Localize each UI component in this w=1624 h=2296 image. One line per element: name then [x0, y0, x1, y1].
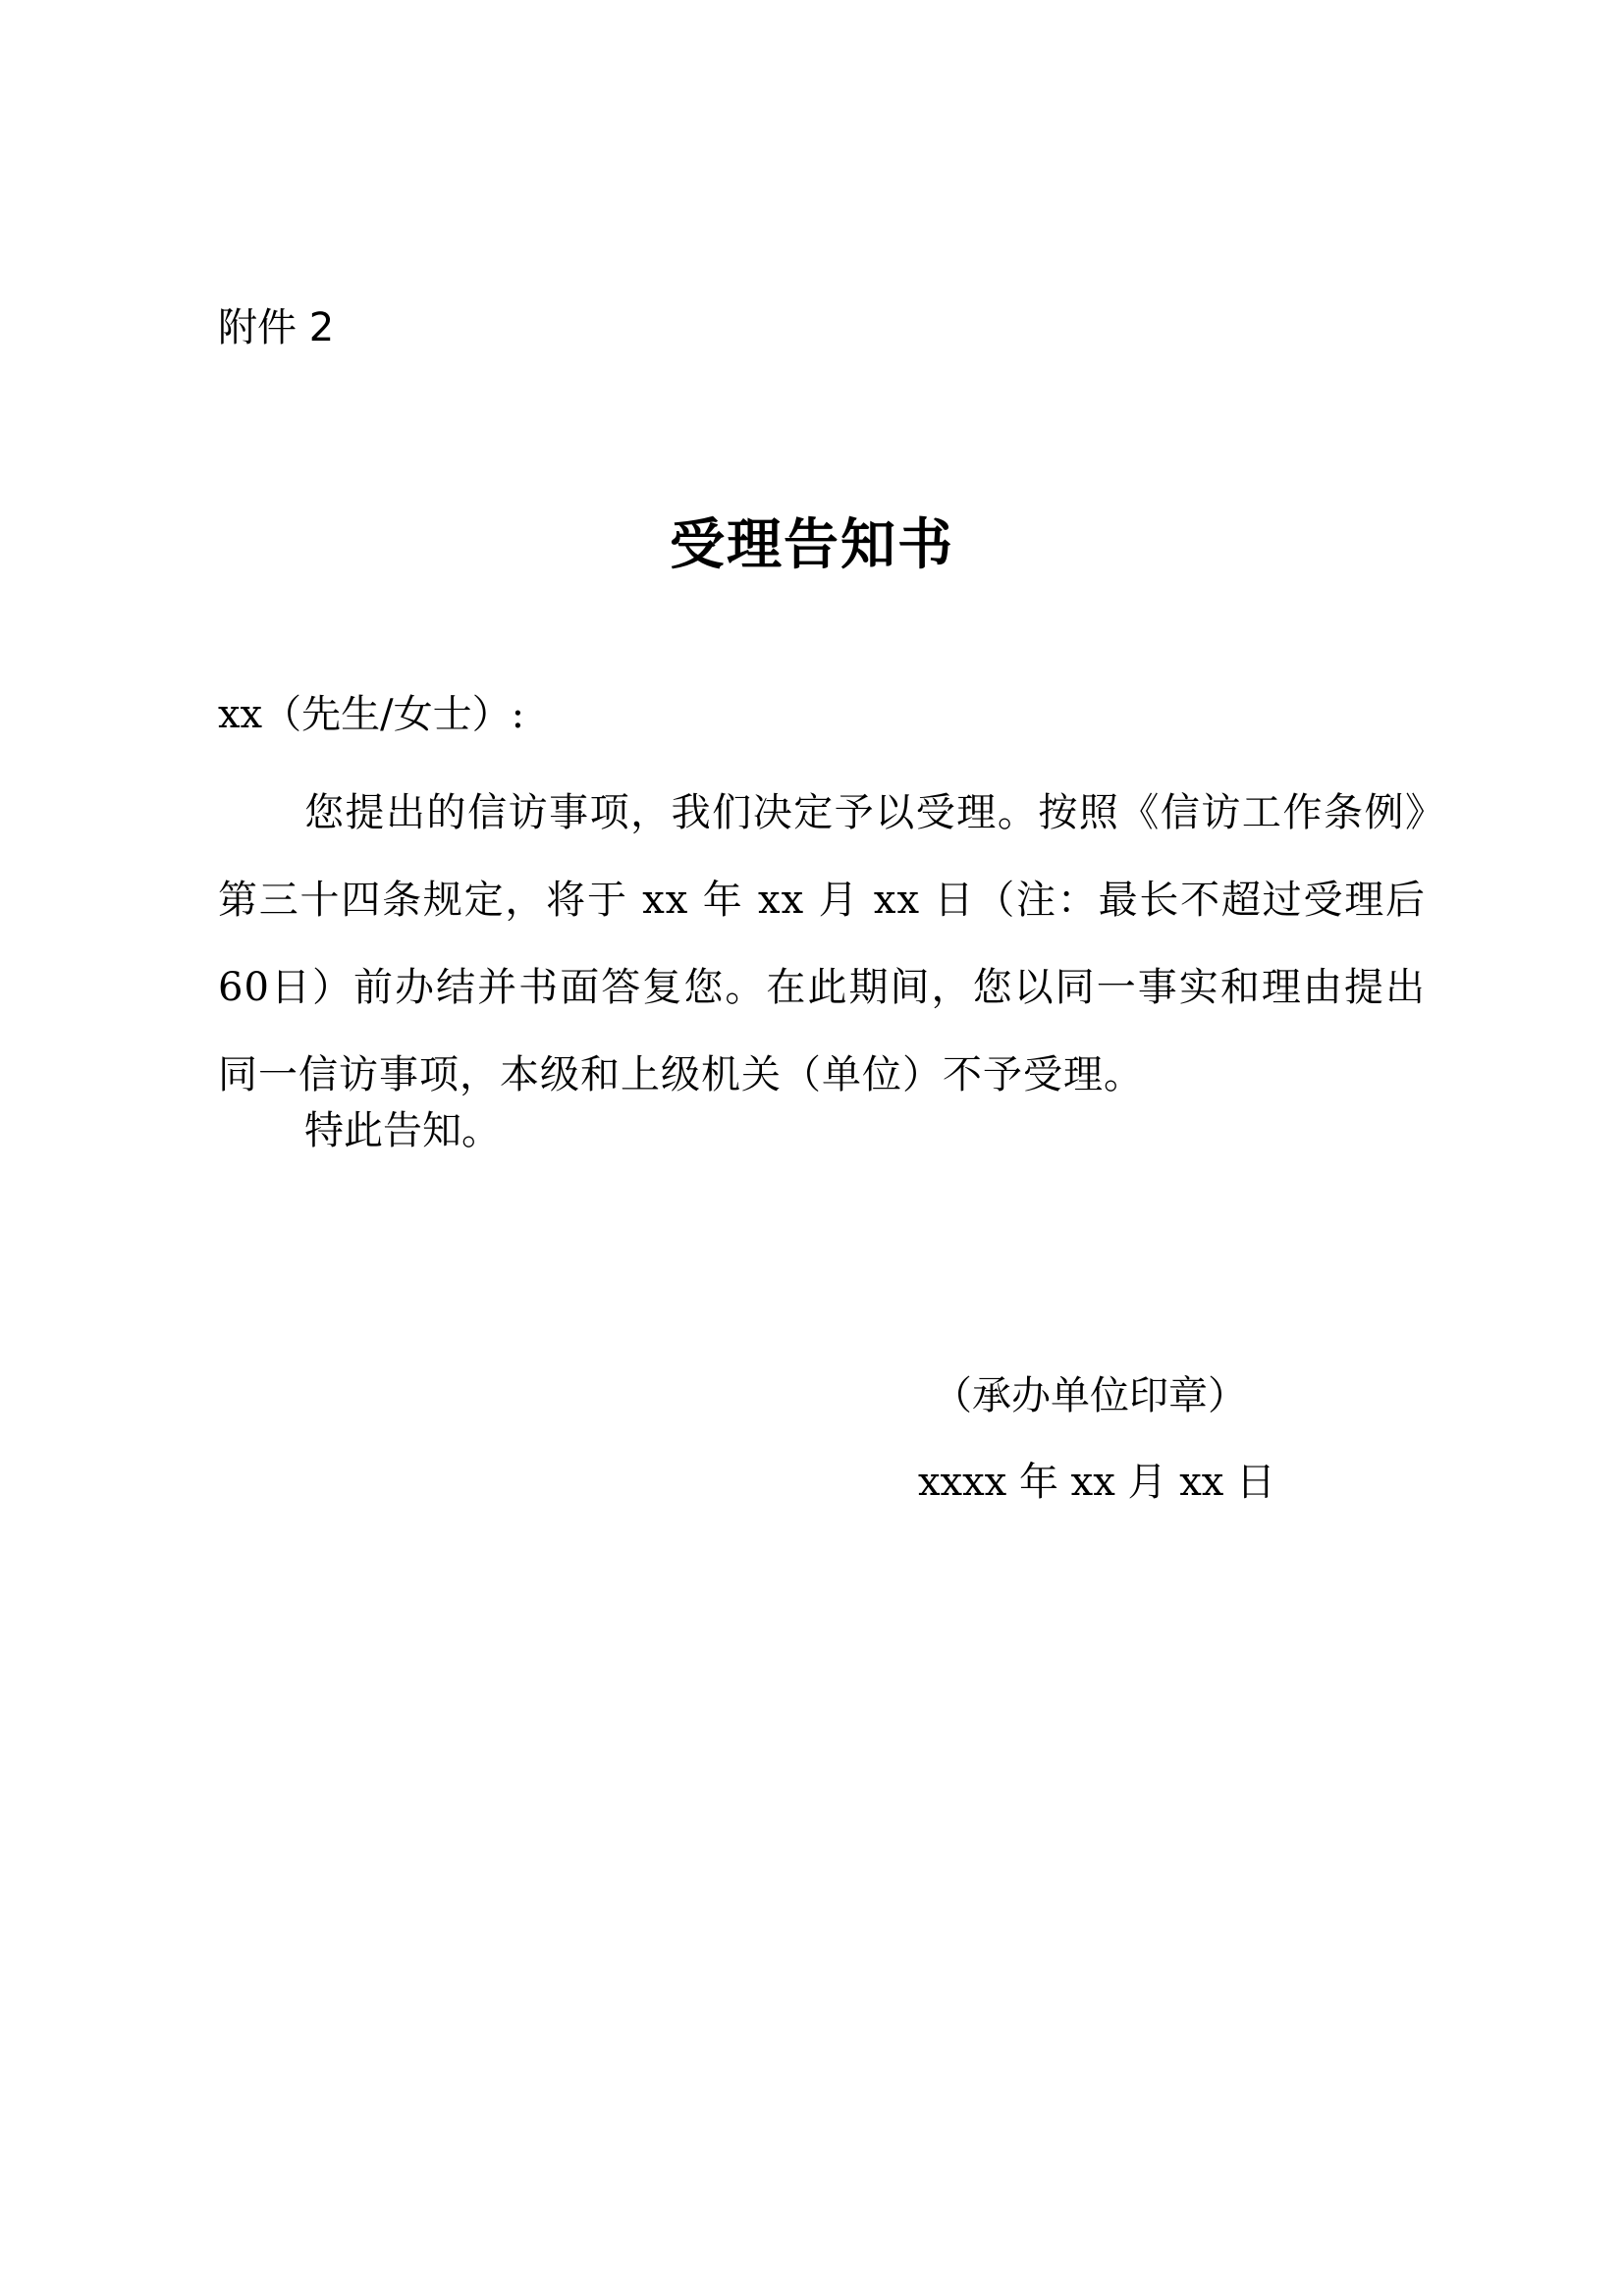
seal-note: （承办单位印章）	[933, 1373, 1247, 1418]
document-title: 受理告知书	[670, 513, 954, 577]
closing-line: 特此告知。	[304, 1108, 501, 1153]
attachment-label: 附件 2	[218, 305, 335, 350]
body-paragraph: 您提出的信访事项，我们决定予以受理。按照《信访工作条例》第三十四条规定，将于 xx 年 xx 月 xx 日（注：最长不超过受理后60日）前办结并书面答复您。在此期间，您以同一事实和理由提出同一信访事项，本级和上级机关（单位）不予受理。	[218, 790, 1426, 1097]
signature-date: xxxx 年 xx 月 xx 日	[918, 1460, 1276, 1505]
salutation: xx（先生/女士）:	[218, 692, 525, 737]
